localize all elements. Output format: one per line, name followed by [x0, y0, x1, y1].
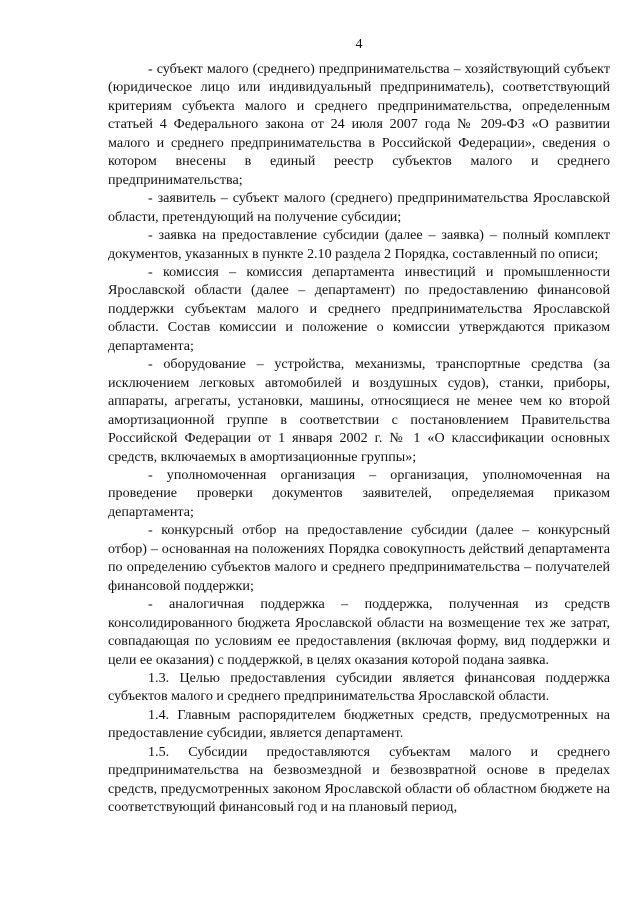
definition-authorized-organization: - уполномоченная организация – организация, уполномоченная на проведение проверки документов заявителей, определяемая приказом департамента; [108, 466, 610, 520]
document-page [108, 36, 610, 817]
definition-applicant: - заявитель – субъект малого (среднего) предпринимательства Ярославской области, претендующий на получение субсидии; [108, 190, 610, 225]
definition-equipment: - оборудование – устройства, механизмы, транспортные средства (за исключением легковых автомобилей и воздушных судов), станки, приборы, аппараты, агрегаты, установки, машины, относящиеся не менее чем ко второй амортизационной группе в соответствии с постановлением Правительства Российской Федерации от 1 января 2002 г. № 1 «О классификации основных средств, включаемых в амортизационные группы»; [108, 356, 610, 465]
definition-similar-support: - аналогичная поддержка – поддержка, полученная из средств консолидированного бюджета Ярославской области на возмещение тех же затрат, совпадающая по условиям ее предоставления (включая форму, вид поддержки и цели ее оказания) с поддержкой, в целях оказания которой подана заявка. [108, 596, 610, 668]
clause-1-3: 1.3. Целью предоставления субсидии является финансовая поддержка субъектов малого и среднего предпринимательства Ярославской области. [108, 669, 610, 705]
definition-small-business-entity: - субъект малого (среднего) предпринимательства – хозяйствующий субъект (юридическое лицо или индивидуальный предприниматель), соответствующий критериям субъекта малого и среднего предпринимательства, определенным статьей 4 Федерального закона от 24 июля 2007 года № 209-ФЗ «О развитии малого и среднего предпринимательства в Российской Федерации», сведения о котором внесены в единый реестр субъектов малого и среднего предпринимательства; [108, 61, 610, 188]
definition-application: - заявка на предоставление субсидии (далее – заявка) – полный комплект документов, указанных в пункте 2.10 раздела 2 Порядка, составленный по описи; [108, 227, 610, 262]
clause-1-4: 1.4. Главным распорядителем бюджетных средств, предусмотренных на предоставление субсидии, является департамент. [108, 706, 610, 742]
definition-competitive-selection: - конкурсный отбор на предоставление субсидии (далее – конкурсный отбор) – основанная на положениях Порядка совокупность действий департамента по определению субъектов малого и среднего предпринимательства – получателей финансовой поддержки; [108, 522, 610, 594]
clause-1-5: 1.5. Субсидии предоставляются субъектам малого и среднего предпринимательства на безвозмездной и безвозвратной основе в пределах средств, предусмотренных законом Ярославской области об областном бюджете на соответствующий финансовый год и на плановый период, [108, 743, 610, 816]
definition-commission: - комиссия – комиссия департамента инвестиций и промышленности Ярославской области (далее – департамент) по предоставлению финансовой поддержки субъектам малого и среднего предпринимательства Ярославской области. Состав комиссии и положение о комиссии утверждаются приказом департамента; [108, 263, 610, 354]
page-number: 4 [355, 37, 363, 52]
